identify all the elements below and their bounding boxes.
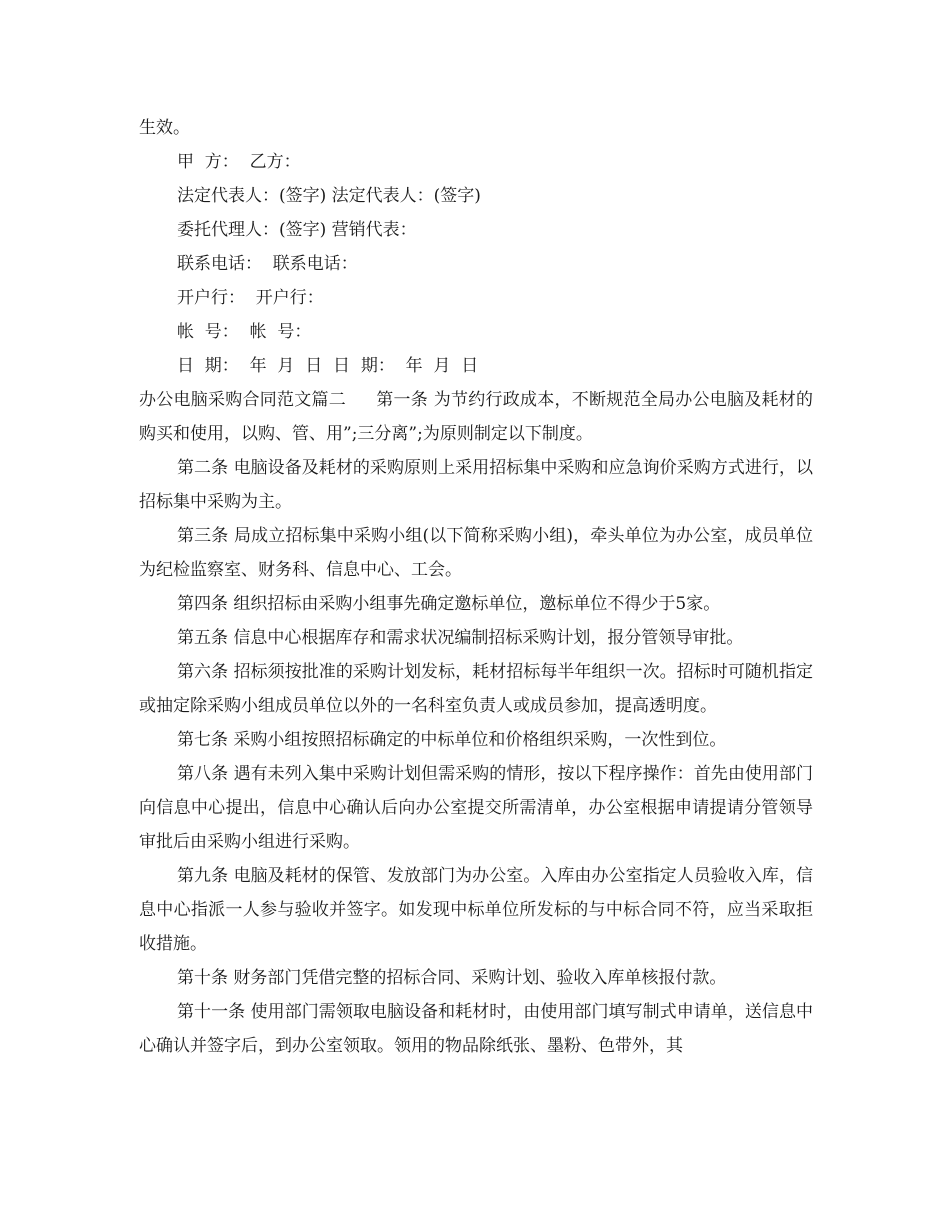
- article-11: 第十一条 使用部门需领取电脑设备和耗材时，由使用部门填写制式申请单，送信息中心确认并签字后，到办公室领取。领用的物品除纸张、墨粉、色带外，其: [139, 1002, 813, 1056]
- article-1: 第一条 为节约行政成本，不断规范全局办公电脑及耗材的购买和使用，以购、管、用”;三分离”;为原则制定以下制度。: [139, 390, 813, 444]
- signature-line-date: 日 期： 年 月 日 日 期： 年 月 日: [177, 356, 479, 376]
- article-1-paragraph: [139, 383, 813, 451]
- article-7: 第七条 采购小组按照招标确定的中标单位和价格组织采购，一次性到位。: [177, 730, 727, 750]
- signature-line-legal-rep: 法定代表人：(签字) 法定代表人：(签字): [177, 186, 481, 206]
- signature-line-bank: 开户行： 开户行：: [177, 288, 324, 308]
- signature-line-agent: 委托代理人：(签字) 营销代表：: [177, 220, 417, 240]
- article-10: 第十条 财务部门凭借完整的招标合同、采购计划、验收入库单核报付款。: [177, 968, 727, 988]
- article-8: 第八条 遇有未列入集中采购计划但需采购的情形，按以下程序操作：首先由使用部门向信息中心提出，信息中心确认后向办公室提交所需清单，办公室根据申请提请分管领导审批后由采购小组进行采购。: [139, 764, 813, 852]
- signature-line-phone: 联系电话： 联系电话：: [177, 254, 358, 274]
- article-6: 第六条 招标须按批准的采购计划发标，耗材招标每半年组织一次。招标时可随机指定或抽定除采购小组成员单位以外的一名科室负责人或成员参加，提高透明度。: [139, 662, 813, 716]
- signature-line-account: 帐 号： 帐 号：: [177, 322, 312, 342]
- article-9: 第九条 电脑及耗材的保管、发放部门为办公室。入库由办公室指定人员验收入库，信息中心指派一人参与验收并签字。如发现中标单位所发标的与中标合同不符，应当采取拒收措施。: [139, 866, 813, 954]
- article-4: 第四条 组织招标由采购小组事先确定邀标单位，邀标单位不得少于5家。: [177, 594, 721, 614]
- opening-fragment: 生效。: [139, 118, 190, 138]
- article-3: 第三条 局成立招标集中采购小组(以下简称采购小组)，牵头单位为办公室，成员单位为纪检监察室、财务科、信息中心、工会。: [139, 526, 813, 580]
- article-2: 第二条 电脑设备及耗材的采购原则上采用招标集中采购和应急询价采购方式进行，以招标集中采购为主。: [139, 458, 813, 512]
- second-document-title: 办公电脑采购合同范文篇二: [139, 390, 347, 410]
- signature-block: [139, 145, 813, 383]
- signature-line-parties: 甲 方： 乙方：: [177, 152, 301, 172]
- article-5: 第五条 信息中心根据库存和需求状况编制招标采购计划，报分管领导审批。: [177, 628, 744, 648]
- document-body: [139, 111, 813, 1063]
